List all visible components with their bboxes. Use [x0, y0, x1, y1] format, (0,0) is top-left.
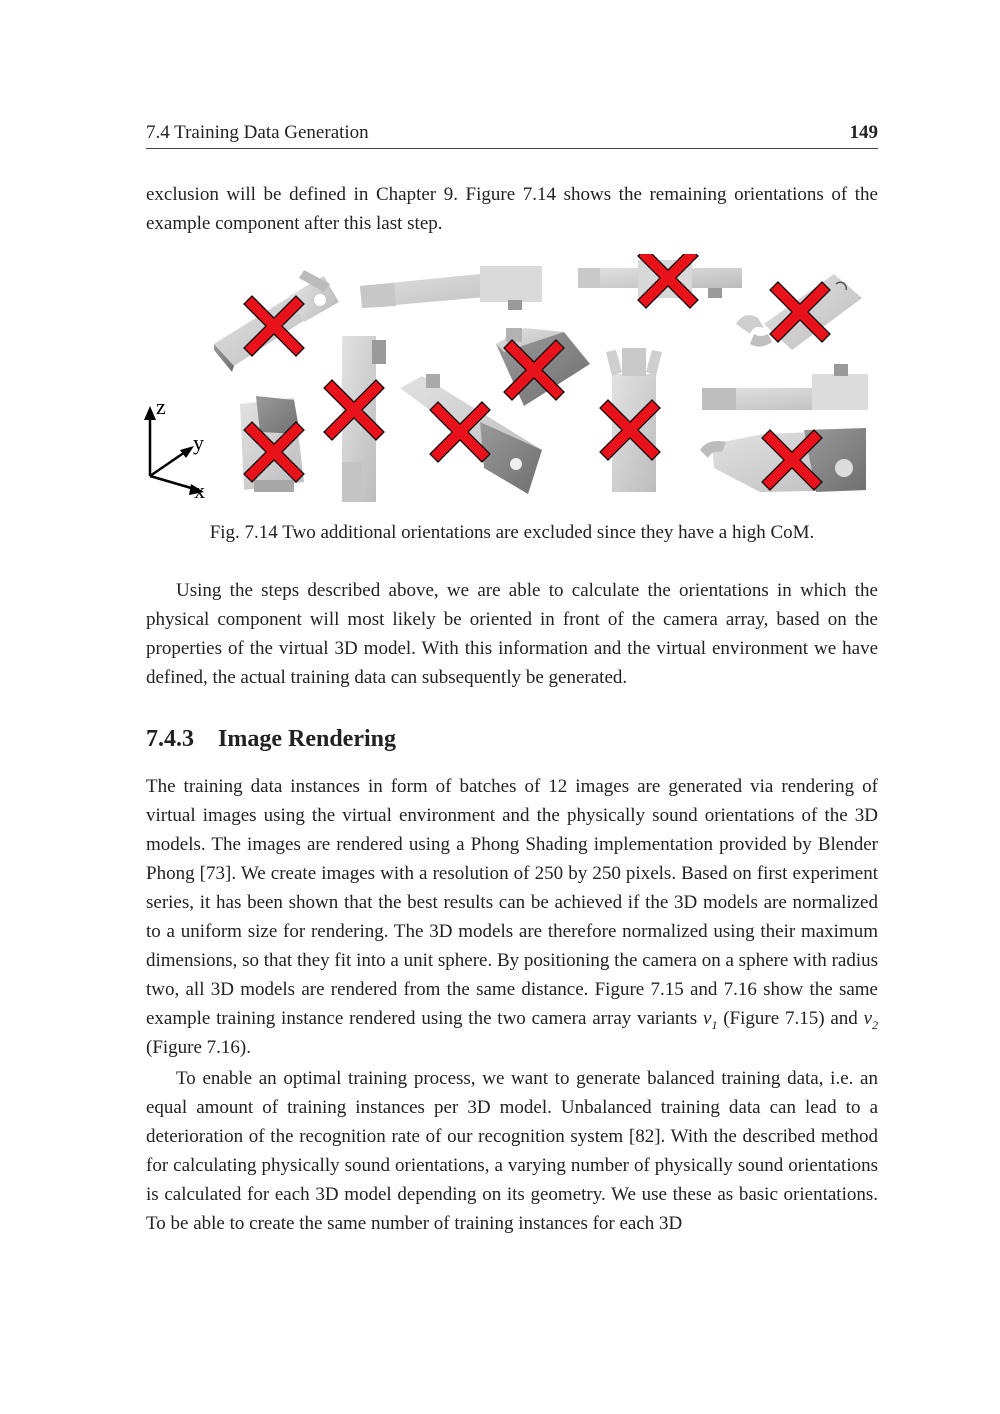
- paragraph-text: (Figure 7.15) and: [723, 1008, 858, 1029]
- running-head-section: 7.4 Training Data Generation: [146, 122, 369, 143]
- paragraph-text: The training data instances in form of batches of 12 images are generated via rendering of virtual images using the virtual environment and the physically sound orientations of the 3D models. The images are rendered using a Phong Shading implementation provided by Blender Phong [73]. We create images with a resolution of 250 by 250 pixels. Based on first experiment series, it has been shown that the best results can be achieved if the 3D models are normalized to a uniform size for rendering. The 3D models are therefore normalized using their maximum dimensions, so that they fit into a unit sphere. By positioning the camera on a sphere with radius two, all 3D models are rendered from the same distance. Figure 7.15 and 7.16 show the same example training instance rendered using the two camera array variants: [146, 776, 878, 1029]
- paragraph: [146, 772, 878, 1062]
- variant-v1: $v_1$: [703, 1008, 718, 1032]
- paragraph-text: (Figure 7.16).: [146, 1037, 252, 1058]
- orientation-10: [702, 364, 868, 410]
- axes-icon: [150, 414, 198, 490]
- orientations-illustration: [144, 254, 880, 506]
- axis-label-y: y: [193, 430, 204, 455]
- section-title: Image Rendering: [218, 726, 396, 752]
- section-heading: [146, 726, 396, 753]
- section-number: 7.4.3: [146, 726, 194, 752]
- variant-v2: $v_2$: [863, 1008, 879, 1032]
- figure-7-14: [144, 254, 880, 506]
- axis-label-z: z: [156, 394, 166, 419]
- orientation-11: [700, 428, 866, 492]
- paragraph: exclusion will be defined in Chapter 9. Figure 7.14 shows the remaining orientations of the example component after this last step.: [146, 184, 878, 234]
- page-number: 149: [849, 122, 878, 143]
- orientation-2: [360, 266, 542, 310]
- z-arrowhead: [144, 406, 156, 420]
- axis-label-x: x: [194, 478, 205, 503]
- paragraph: Using the steps described above, we are able to calculate the orientations in which the physical component will most likely be oriented in front of the camera array, based on the properties of the virtual 3D model. With this information and the virtual environment we have defined, the actual training data can subsequently be generated.: [146, 580, 878, 688]
- running-head: [146, 122, 878, 149]
- paragraph: To enable an optimal training process, we want to generate balanced training data, i.e. an equal amount of training instances per 3D model. Unbalanced training data can lead to a deterioration of the recognition rate of our recognition system [82]. With the described method for calculating physically sound orientations, a varying number of physically sound orientations is calculated for each 3D model depending on its geometry. We use these as basic orientations. To be able to create the same number of training instances for each 3D: [146, 1068, 878, 1234]
- y-arrowhead: [180, 446, 194, 458]
- figure-caption: Fig. 7.14 Two additional orientations are excluded since they have a high CoM.: [209, 522, 815, 543]
